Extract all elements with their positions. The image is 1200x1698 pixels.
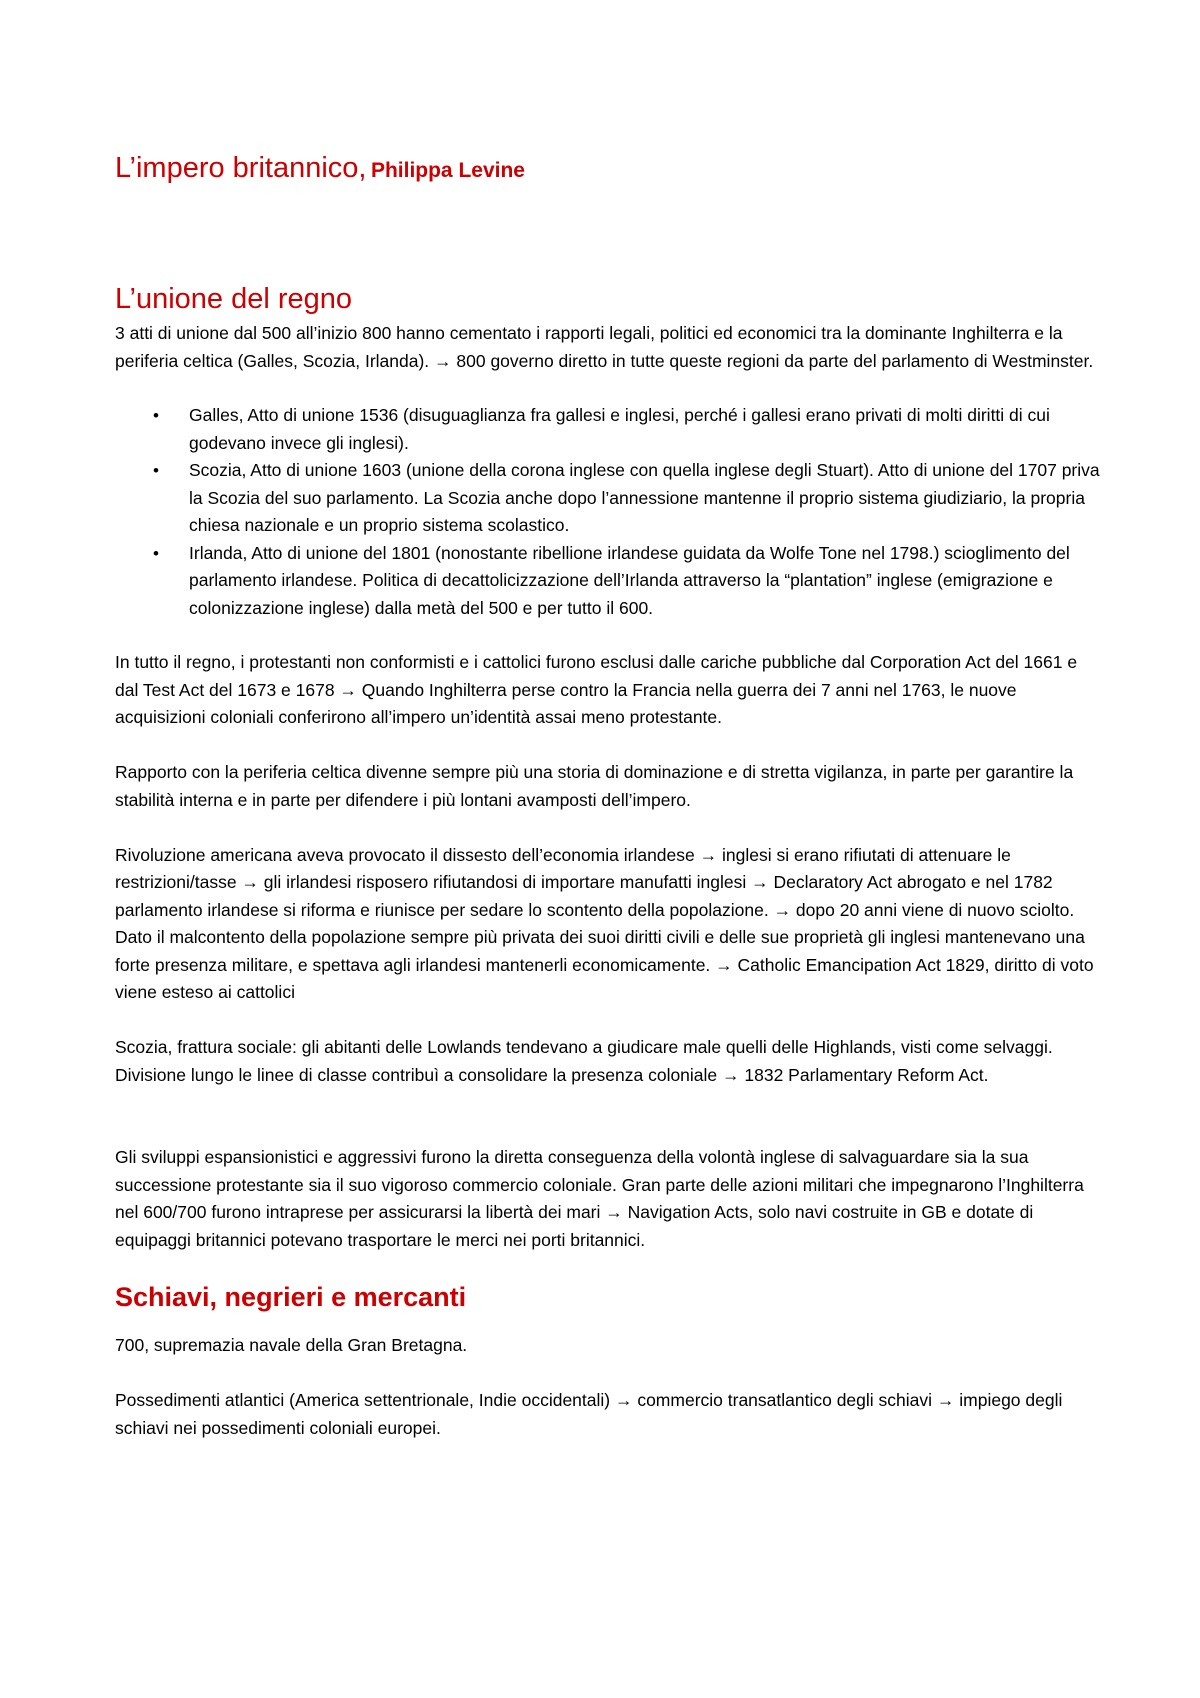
- title-author: Philippa Levine: [370, 159, 525, 182]
- bullet-icon: •: [153, 461, 159, 480]
- list-item-text: Irlanda, Atto di unione del 1801 (nonostante ribellione irlandese guidata da Wolfe Tone nel 1798.) scioglimento del parlamento irlandese. Politica di decattolicizzazione dell’Irlanda attraverso la “plantation” inglese (emigrazione e colonizzazione inglese) dalla metà del 500 e per tutto il 600.: [189, 542, 1070, 618]
- paragraph-rivoluzione-americana: Rivoluzione americana aveva provocato il dissesto dell’economia irlandese → inglesi si erano rifiutati di attenuare le restrizioni/tasse → gli irlandesi risposero rifiutandosi di importare manufatti inglesi → Declaratory Act abrogato e nel 1782 parlamento irlandese si riforma e riunisce per sedare lo scontento della popolazione. → dopo 20 anni viene di nuovo sciolto. Dato il malcontento della popolazione sempre più privata dei suoi diritti civili e delle sue proprietà gli inglesi mantenevano una forte presenza militare, e spettava agli irlandesi mantenerli economicamente. → Catholic Emancipation Act 1829, diritto di voto viene esteso ai cattolici: [115, 844, 1094, 1002]
- paragraph-supremazia-navale: 700, supremazia navale della Gran Bretagna.: [115, 1335, 468, 1355]
- list-item-text: Scozia, Atto di unione 1603 (unione della corona inglese con quella inglese degli Stuart). Atto di unione del 1707 priva la Scozia del suo parlamento. La Scozia anche dopo l’annessione mantenne il proprio sistema giudiziario, la propria chiesa nazionale e un proprio sistema scolastico.: [189, 460, 1100, 535]
- paragraph-sviluppi-espansionistici: Gli sviluppi espansionistici e aggressivi furono la diretta conseguenza della volontà inglese di salvaguardare sia la sua successione protestante sia il suo vigoroso commercio coloniale. Gran parte delle azioni militari che impegnarono l’Inghilterra nel 600/700 furono intraprese per assicurarsi la libertà dei mari → Navigation Acts, solo navi costruite in GB e dotate di equipaggi britannici potevano trasportare le merci nei porti britannici.: [115, 1147, 1084, 1250]
- paragraph-possedimenti-atlantici: Possedimenti atlantici (America settentrionale, Indie occidentali) → commercio transatlantico degli schiavi → impiego degli schiavi nei possedimenti coloniali europei.: [115, 1390, 1063, 1438]
- document-title: [115, 148, 1100, 193]
- bullet-icon: •: [153, 406, 159, 425]
- bullet-list: [115, 402, 1100, 622]
- list-item-text: Galles, Atto di unione 1536 (disuguaglianza fra gallesi e inglesi, perché i gallesi erano privati di molti diritti di cui godevano invece gli inglesi).: [189, 405, 1050, 453]
- document-content: [115, 148, 1100, 1442]
- paragraph-intro: 3 atti di unione dal 500 all’inizio 800 hanno cementato i rapporti legali, politici ed economici tra la dominante Inghilterra e la periferia celtica (Galles, Scozia, Irlanda). → 800 governo diretto in tutte queste regioni da parte del parlamento di Westminster.: [115, 323, 1094, 371]
- section-heading-unione: L’unione del regno: [115, 283, 353, 315]
- bullet-icon: •: [153, 543, 159, 563]
- list-item: [153, 402, 1100, 457]
- paragraph-corporation-act: In tutto il regno, i protestanti non conformisti e i cattolici furono esclusi dalle cariche pubbliche dal Corporation Act del 1661 e dal Test Act del 1673 e 1678 → Quando Inghilterra perse contro la Francia nella guerra dei 7 anni nel 1763, le nuove acquisizioni coloniali conferirono all’impero un’identità assai meno protestante.: [115, 652, 1078, 727]
- paragraph-scozia: Scozia, frattura sociale: gli abitanti delle Lowlands tendevano a giudicare male quelli delle Highlands, visti come selvaggi. Divisione lungo le linee di classe contribuì a consolidare la presenza coloniale → 1832 Parlamentary Reform Act.: [115, 1037, 1053, 1085]
- paragraph-periferia-celtica: Rapporto con la periferia celtica divenne sempre più una storia di dominazione e di stretta vigilanza, in parte per garantire la stabilità interna e in parte per difendere i più lontani avamposti dell’impero.: [115, 762, 1074, 810]
- list-item: [153, 540, 1100, 623]
- list-item: [153, 457, 1100, 540]
- title-main: L’impero britannico,: [115, 152, 367, 184]
- section-heading-schiavi: Schiavi, negrieri e mercanti: [115, 1282, 467, 1312]
